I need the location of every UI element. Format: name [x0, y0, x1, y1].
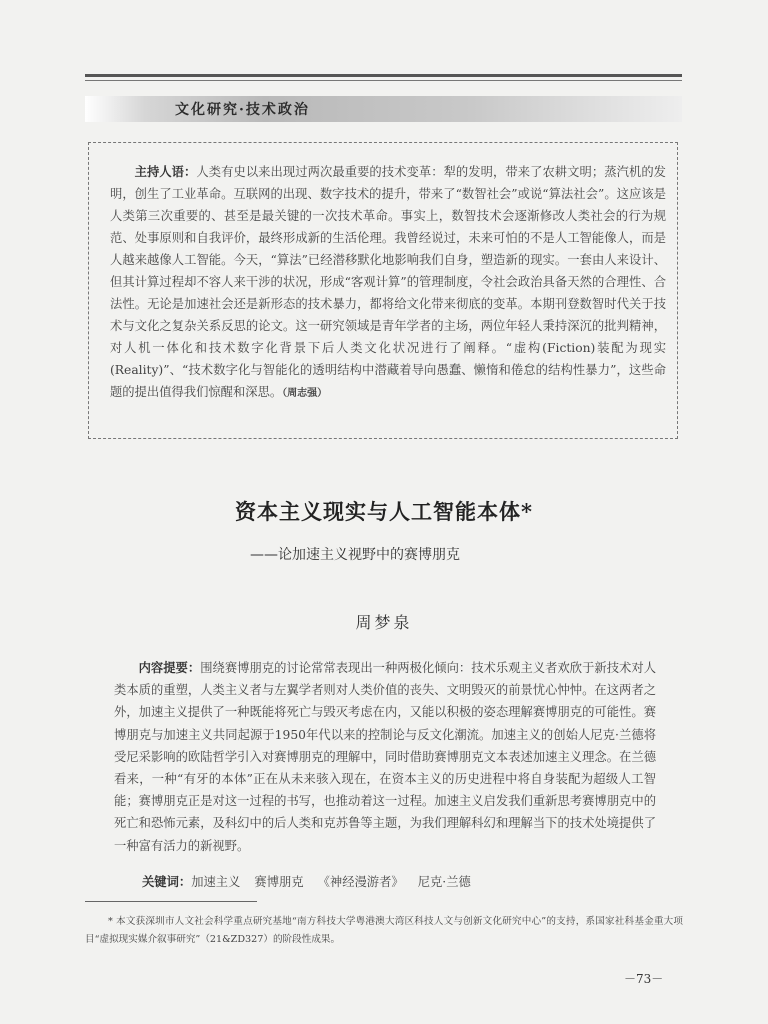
section-banner [85, 96, 682, 122]
host-note-paragraph [110, 161, 666, 405]
header-rule-thin [85, 80, 682, 81]
keyword-item: 尼克·兰德 [417, 875, 471, 889]
host-note-signature: （周志强） [282, 388, 328, 399]
host-note-box [88, 142, 678, 439]
section-title: 文化研究·技术政治 [175, 102, 310, 118]
header-rule-thick [85, 74, 682, 77]
author-name: 周梦泉 [355, 613, 413, 632]
keyword-item: 加速主义 [191, 875, 241, 889]
abstract-paragraph [114, 657, 656, 857]
host-note-body: 人类有史以来出现过两次最重要的技术变革：犁的发明，带来了农耕文明；蒸汽机的发明，创生了工业革命。互联网的出现、数字技术的提升，带来了“数智社会”或说“算法社会”。这应该是人类第三次重要的、甚至是最关键的一次技术革命。事实上，数智技术会逐渐修改人类社会的行为规范、处事原则和自我评价，最终形成新的生活伦理。我曾经说过，未来可怕的不是人工智能像人，而是人越来越像人工智能。今天，“算法”已经潜移默化地影响我们自身，塑造新的现实。一套由人来设计、但其计算过程却不容人来干涉的状况，形成“客观计算”的管理制度，令社会政治具备天然的合理性、合法性。无论是加速社会还是新形态的技术暴力，都将给文化带来彻底的变革。本期刊登数智时代关于技术与文化之复杂关系反思的论文。这一研究领域是青年学者的主场，两位年轻人秉持深沉的批判精神，对人机一体化和技术数字化背景下后人类文化状况进行了阐释。“虚构(Fiction)装配为现实(Reality)”、“技术数字化与智能化的透明结构中潜藏着导向愚蠢、懒惰和倦怠的结构性暴力”，这些命题的提出值得我们惊醒和深思。 [110, 165, 666, 399]
article-subtitle: ——论加速主义视野中的赛博朋克 [250, 547, 460, 563]
page-number: －73－ [624, 972, 664, 986]
keyword-item: 《神经漫游者》 [317, 875, 404, 889]
abstract-label: 内容提要： [138, 661, 201, 675]
keywords-label: 关键词： [142, 875, 192, 889]
keywords-line [142, 872, 485, 890]
keyword-item: 赛博朋克 [254, 875, 304, 889]
host-note-label: 主持人语： [134, 165, 197, 179]
footnote-text: * 本文获深圳市人文社会科学重点研究基地“南方科技大学粤港澳大湾区科技人文与创新文化研究中心”的支持，系国家社科基金重大项目“虚拟现实媒介叙事研究”（21&ZD327）的阶段性成果。 [85, 916, 683, 945]
abstract-body: 围绕赛博朋克的讨论常常表现出一种两极化倾向：技术乐观主义者欢欣于新技术对人类本质的重塑，人类主义者与左翼学者则对人类价值的丧失、文明毁灭的前景忧心忡忡。在这两者之外，加速主义提供了一种既能将死亡与毁灭考虑在内，又能以积极的姿态理解赛博朋克的可能性。赛博朋克与加速主义共同起源于1950年代以来的控制论与反文化潮流。加速主义的创始人尼克·兰德将受尼采影响的欧陆哲学引入对赛博朋克的理解中，同时借助赛博朋克文本表述加速主义理念。在兰德看来，一种“有牙的本体”正在从未来骇入现在，在资本主义的历史进程中将自身装配为超级人工智能；赛博朋克正是对这一过程的书写，也推动着这一过程。加速主义启发我们重新思考赛博朋克中的死亡和恐怖元素，及科幻中的后人类和克苏鲁等主题，为我们理解科幻和理解当下的技术处境提供了一种富有活力的新视野。 [114, 661, 656, 853]
article-title: 资本主义现实与人工智能本体* [235, 499, 533, 524]
footnote-divider [85, 901, 257, 902]
